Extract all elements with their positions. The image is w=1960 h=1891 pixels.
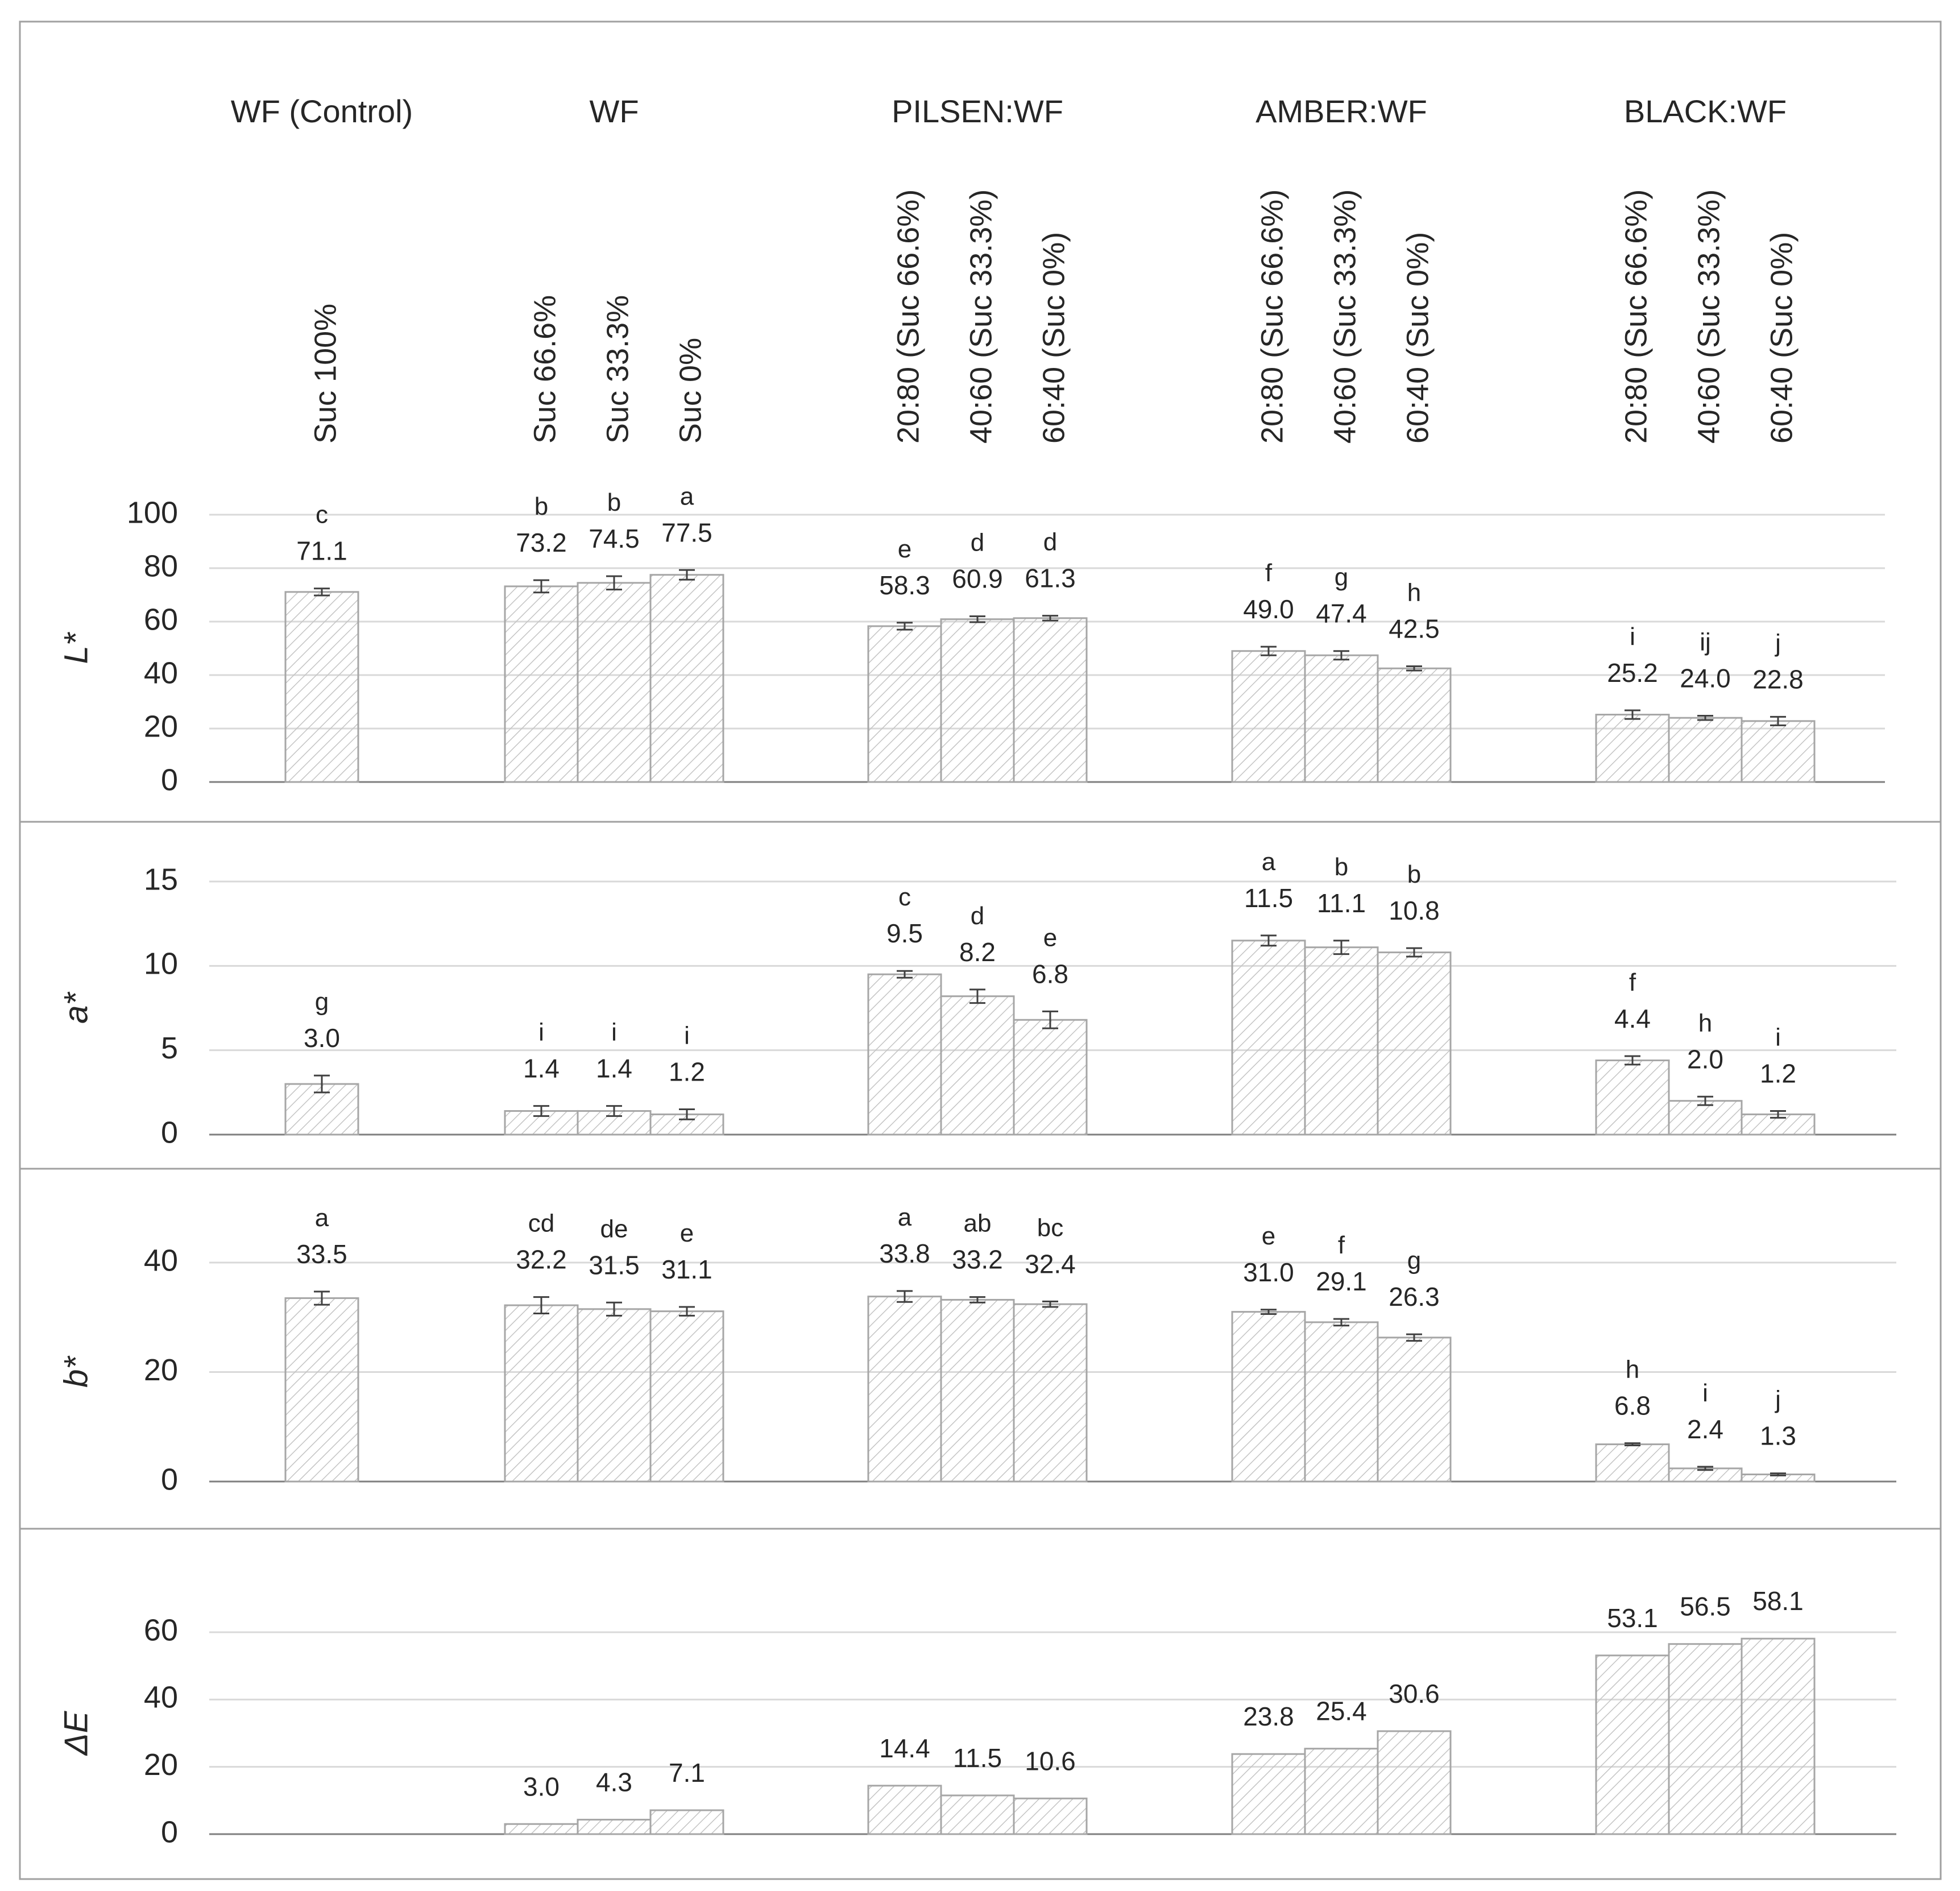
significance-letter: f <box>1337 1231 1345 1260</box>
bar <box>650 1311 723 1482</box>
bar <box>1378 953 1451 1135</box>
data-label: 58.1 <box>1752 1586 1804 1616</box>
data-label: 1.2 <box>1760 1058 1796 1089</box>
data-label: 6.8 <box>1614 1391 1651 1421</box>
treatment-label: 40:60 (Suc 33.3%) <box>1692 189 1726 444</box>
data-label: 7.1 <box>669 1757 705 1787</box>
bar <box>941 1300 1014 1482</box>
y-tick-label: 15 <box>143 862 178 897</box>
significance-letter: h <box>1698 1009 1713 1037</box>
data-label: 42.5 <box>1389 614 1440 644</box>
data-label: 53.1 <box>1607 1603 1658 1633</box>
significance-letter: d <box>970 901 985 930</box>
y-tick-label: 0 <box>160 763 178 797</box>
bar <box>650 1810 723 1834</box>
data-label: 10.8 <box>1389 896 1440 926</box>
data-label: 11.1 <box>1316 888 1366 918</box>
data-label: 10.6 <box>1025 1746 1076 1776</box>
group-title: AMBER:WF <box>1255 93 1427 129</box>
y-tick-label: 40 <box>143 1243 178 1278</box>
bar <box>650 575 723 782</box>
bar <box>505 586 578 782</box>
bar <box>1232 1312 1305 1482</box>
significance-letter: b <box>1407 860 1422 889</box>
y-tick-label: 20 <box>143 1747 178 1782</box>
significance-letter: e <box>679 1219 694 1247</box>
significance-letter: a <box>314 1204 329 1232</box>
significance-letter: a <box>679 482 694 511</box>
treatment-label: 60:40 (Suc 0%) <box>1400 231 1435 444</box>
bar <box>1596 1656 1669 1834</box>
bar <box>1305 947 1378 1135</box>
y-tick-label: 5 <box>160 1031 178 1065</box>
significance-letter: i <box>611 1018 617 1046</box>
significance-letter: a <box>897 1203 912 1232</box>
bar <box>1305 1322 1378 1482</box>
bar <box>1669 718 1742 782</box>
bar <box>1378 1338 1451 1482</box>
treatment-label: 40:60 (Suc 33.3%) <box>964 189 998 444</box>
y-tick-label: 10 <box>143 946 178 981</box>
data-label: 22.8 <box>1752 664 1804 694</box>
y-tick-label: 40 <box>143 656 178 690</box>
significance-letter: f <box>1629 969 1636 997</box>
bar <box>285 1298 358 1482</box>
data-label: 49.0 <box>1243 594 1294 624</box>
treatment-label: 60:40 (Suc 0%) <box>1764 231 1799 444</box>
treatment-label: Suc 33.3% <box>600 295 635 444</box>
bar <box>941 996 1014 1135</box>
y-tick-label: 60 <box>143 602 178 637</box>
data-label: 31.5 <box>589 1250 640 1280</box>
data-label: 30.6 <box>1389 1678 1440 1708</box>
significance-letter: d <box>1043 528 1058 556</box>
significance-letter: g <box>314 988 329 1016</box>
bar <box>1596 1060 1669 1135</box>
y-tick-label: 20 <box>143 1352 178 1387</box>
data-label: 1.3 <box>1760 1421 1796 1451</box>
bar <box>1378 668 1451 782</box>
significance-letter: c <box>316 500 328 529</box>
data-label: 24.0 <box>1680 663 1731 693</box>
significance-letter: e <box>1043 924 1058 952</box>
group-title: WF <box>589 93 639 129</box>
data-label: 6.8 <box>1032 959 1068 989</box>
bar <box>868 974 941 1135</box>
bar <box>868 626 941 782</box>
data-label: 74.5 <box>589 524 640 554</box>
significance-letter: d <box>970 528 985 557</box>
y-axis-label: a* <box>57 992 95 1024</box>
significance-letter: e <box>897 535 912 563</box>
data-label: 14.4 <box>879 1733 930 1763</box>
data-label: 33.2 <box>952 1244 1003 1275</box>
significance-letter: j <box>1775 1385 1781 1414</box>
bar <box>1305 1749 1378 1834</box>
y-axis-label: b* <box>57 1356 95 1388</box>
group-title: BLACK:WF <box>1623 93 1787 129</box>
bar <box>1014 1020 1087 1135</box>
data-label: 33.5 <box>296 1239 347 1269</box>
bar <box>578 1309 650 1482</box>
treatment-label: Suc 0% <box>673 337 708 444</box>
significance-letter: i <box>538 1018 544 1046</box>
significance-letter: bc <box>1037 1214 1064 1242</box>
data-label: 56.5 <box>1680 1591 1731 1621</box>
data-label: 60.9 <box>952 564 1003 594</box>
data-label: 32.2 <box>516 1244 567 1275</box>
group-title: WF (Control) <box>230 93 413 129</box>
significance-letter: cd <box>528 1209 555 1238</box>
bar <box>1742 721 1814 782</box>
significance-letter: h <box>1407 578 1422 607</box>
significance-letter: j <box>1775 629 1781 657</box>
significance-letter: b <box>1334 853 1349 881</box>
y-tick-label: 20 <box>143 709 178 744</box>
group-title: PILSEN:WF <box>892 93 1063 129</box>
data-label: 71.1 <box>296 536 347 566</box>
data-label: 1.2 <box>669 1057 705 1087</box>
significance-letter: ab <box>963 1209 992 1238</box>
data-label: 8.2 <box>959 937 996 967</box>
y-tick-label: 40 <box>143 1680 178 1715</box>
significance-letter: i <box>1702 1379 1708 1408</box>
data-label: 4.3 <box>596 1767 632 1797</box>
data-label: 2.4 <box>1687 1414 1723 1445</box>
bar <box>1596 715 1669 782</box>
treatment-label: Suc 100% <box>308 303 343 444</box>
y-tick-label: 60 <box>143 1613 178 1648</box>
data-label: 25.4 <box>1316 1696 1367 1726</box>
significance-letter: g <box>1407 1247 1422 1275</box>
data-label: 73.2 <box>516 528 567 558</box>
significance-letter: a <box>1261 847 1276 876</box>
bar <box>285 592 358 782</box>
treatment-label: 60:40 (Suc 0%) <box>1037 231 1071 444</box>
data-label: 47.4 <box>1316 598 1367 628</box>
data-label: 11.5 <box>952 1743 1002 1773</box>
data-label: 25.2 <box>1607 658 1658 688</box>
y-tick-label: 0 <box>160 1815 178 1849</box>
data-label: 3.0 <box>304 1023 340 1053</box>
data-label: 11.5 <box>1244 883 1294 913</box>
data-label: 9.5 <box>886 918 923 949</box>
data-label: 3.0 <box>523 1772 560 1802</box>
bar <box>578 583 650 782</box>
bar <box>1669 1644 1742 1834</box>
bar <box>1232 651 1305 782</box>
bar <box>1014 1798 1087 1834</box>
bar <box>1014 1304 1087 1482</box>
significance-letter: de <box>600 1215 628 1243</box>
significance-letter: b <box>607 489 621 517</box>
treatment-label: 20:80 (Suc 66.6%) <box>1619 189 1654 444</box>
data-label: 31.1 <box>661 1254 712 1284</box>
treatment-label: 20:80 (Suc 66.6%) <box>891 189 926 444</box>
data-label: 1.4 <box>596 1053 632 1083</box>
data-label: 77.5 <box>661 518 712 548</box>
data-label: 61.3 <box>1025 563 1076 593</box>
y-tick-label: 80 <box>143 549 178 584</box>
treatment-label: 40:60 (Suc 33.3%) <box>1328 189 1362 444</box>
y-tick-label: 0 <box>160 1462 178 1497</box>
data-label: 23.8 <box>1243 1702 1294 1732</box>
data-label: 32.4 <box>1025 1249 1076 1279</box>
significance-letter: e <box>1261 1222 1276 1250</box>
bar <box>1232 941 1305 1135</box>
significance-letter: g <box>1334 563 1349 591</box>
data-label: 29.1 <box>1316 1267 1367 1297</box>
data-label: 33.8 <box>879 1239 930 1269</box>
significance-letter: ij <box>1700 628 1711 656</box>
bar <box>505 1305 578 1482</box>
bar <box>1596 1445 1669 1482</box>
bar <box>578 1820 650 1834</box>
significance-letter: i <box>1775 1023 1781 1052</box>
bar <box>1742 1638 1814 1834</box>
data-label: 31.0 <box>1243 1257 1294 1287</box>
data-label: 2.0 <box>1687 1044 1723 1074</box>
y-axis-label: L* <box>57 632 95 664</box>
significance-letter: h <box>1625 1355 1640 1384</box>
data-label: 1.4 <box>523 1053 560 1083</box>
data-label: 58.3 <box>879 570 930 600</box>
bar <box>1305 655 1378 782</box>
significance-letter: i <box>1630 623 1635 651</box>
bar <box>868 1786 941 1834</box>
y-axis-label: ΔE <box>57 1711 95 1756</box>
significance-letter: i <box>684 1021 690 1050</box>
bar <box>505 1824 578 1834</box>
treatment-label: 20:80 (Suc 66.6%) <box>1255 189 1290 444</box>
significance-letter: c <box>898 883 911 912</box>
bar <box>1014 618 1087 782</box>
data-label: 4.4 <box>1614 1004 1651 1034</box>
bar <box>941 619 1014 782</box>
treatment-label: Suc 66.6% <box>528 295 562 444</box>
bar <box>868 1297 941 1482</box>
data-label: 26.3 <box>1389 1282 1440 1312</box>
bar <box>941 1795 1014 1834</box>
y-tick-label: 100 <box>126 495 178 530</box>
y-tick-label: 0 <box>160 1115 178 1150</box>
significance-letter: f <box>1265 559 1273 587</box>
bar <box>1378 1731 1451 1834</box>
significance-letter: b <box>534 493 549 521</box>
bar <box>1232 1754 1305 1834</box>
